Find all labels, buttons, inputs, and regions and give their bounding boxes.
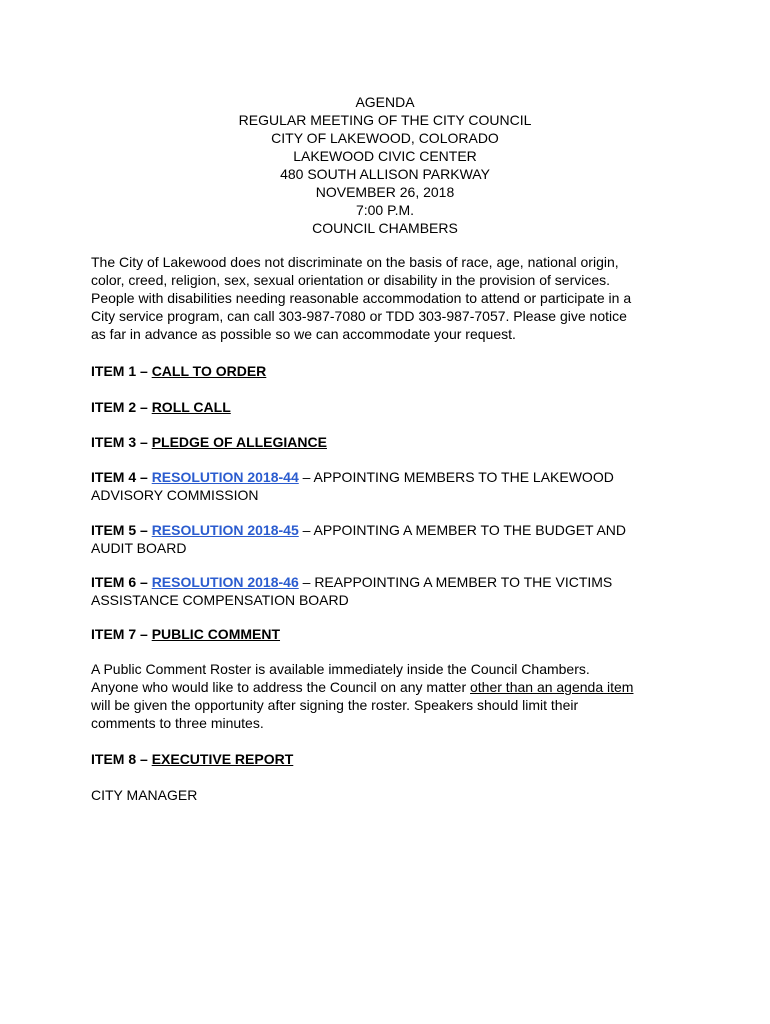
agenda-item-4: [91, 468, 691, 504]
item-description: – REAPPOINTING A MEMBER TO THE VICTIMS: [298, 574, 613, 590]
resolution-2018-44-link[interactable]: RESOLUTION 2018-44: [151, 469, 299, 485]
item-description-continued: AUDIT BOARD: [91, 540, 187, 556]
paragraph-line: will be given the opportunity after signing the roster. Speakers should limit their: [91, 697, 579, 713]
header-address: 480 SOUTH ALLISON PARKWAY: [280, 166, 490, 182]
header-location: COUNCIL CHAMBERS: [312, 220, 458, 236]
item-prefix: ITEM 6 –: [91, 574, 152, 590]
paragraph-line: A Public Comment Roster is available immediately inside the Council Chambers.: [91, 661, 590, 677]
agenda-item-1: [91, 362, 691, 380]
notice-line: color, creed, religion, sex, sexual orientation or disability in the provision of services.: [91, 272, 611, 288]
item-prefix: ITEM 7 –: [91, 626, 152, 642]
notice-line: People with disabilities needing reasonable accommodation to attend or participate in a: [91, 290, 632, 306]
public-comment-paragraph: [91, 660, 691, 732]
header-title: AGENDA: [355, 94, 415, 110]
paragraph-line: comments to three minutes.: [91, 715, 264, 731]
underlined-phrase: other than an agenda item: [470, 679, 634, 695]
item-title: CALL TO ORDER: [151, 363, 267, 379]
notice-line: City service program, can call 303-987-7080 or TDD 303-987-7057. Please give notice: [91, 308, 627, 324]
resolution-2018-45-link[interactable]: RESOLUTION 2018-45: [151, 522, 299, 538]
header-city: CITY OF LAKEWOOD, COLORADO: [271, 130, 499, 146]
item-title: ROLL CALL: [151, 399, 231, 415]
item-description-continued: ADVISORY COMMISSION: [91, 487, 259, 503]
header-venue: LAKEWOOD CIVIC CENTER: [293, 148, 477, 164]
item-description-continued: ASSISTANCE COMPENSATION BOARD: [91, 592, 349, 608]
notice-line: as far in advance as possible so we can accommodate your request.: [91, 326, 516, 342]
item-prefix: ITEM 4 –: [91, 469, 152, 485]
item-prefix: ITEM 5 –: [91, 522, 152, 538]
city-manager-subitem: CITY MANAGER: [91, 787, 198, 803]
agenda-item-3: [91, 433, 691, 451]
nondiscrimination-notice: [91, 253, 691, 343]
paragraph-line: Anyone who would like to address the Council on any matter: [91, 679, 470, 695]
item-prefix: ITEM 8 –: [91, 751, 152, 767]
item-title: PLEDGE OF ALLEGIANCE: [151, 434, 327, 450]
item-prefix: ITEM 1 –: [91, 363, 152, 379]
header-date: NOVEMBER 26, 2018: [315, 184, 455, 200]
agenda-header: [0, 93, 770, 237]
item-title: PUBLIC COMMENT: [151, 626, 281, 642]
agenda-item-6: [91, 573, 691, 609]
item-description: – APPOINTING A MEMBER TO THE BUDGET AND: [298, 522, 627, 538]
item-description: – APPOINTING MEMBERS TO THE LAKEWOOD: [298, 469, 614, 485]
agenda-item-5: [91, 521, 691, 557]
resolution-2018-46-link[interactable]: RESOLUTION 2018-46: [151, 574, 299, 590]
agenda-item-2: [91, 398, 691, 416]
item-title: EXECUTIVE REPORT: [151, 751, 294, 767]
header-meeting: REGULAR MEETING OF THE CITY COUNCIL: [238, 112, 532, 128]
item-prefix: ITEM 3 –: [91, 434, 152, 450]
agenda-item-8: [91, 750, 691, 768]
agenda-item-7: [91, 625, 691, 643]
header-time: 7:00 P.M.: [355, 202, 415, 218]
notice-line: The City of Lakewood does not discriminate on the basis of race, age, national origin,: [91, 254, 619, 270]
item-prefix: ITEM 2 –: [91, 399, 152, 415]
